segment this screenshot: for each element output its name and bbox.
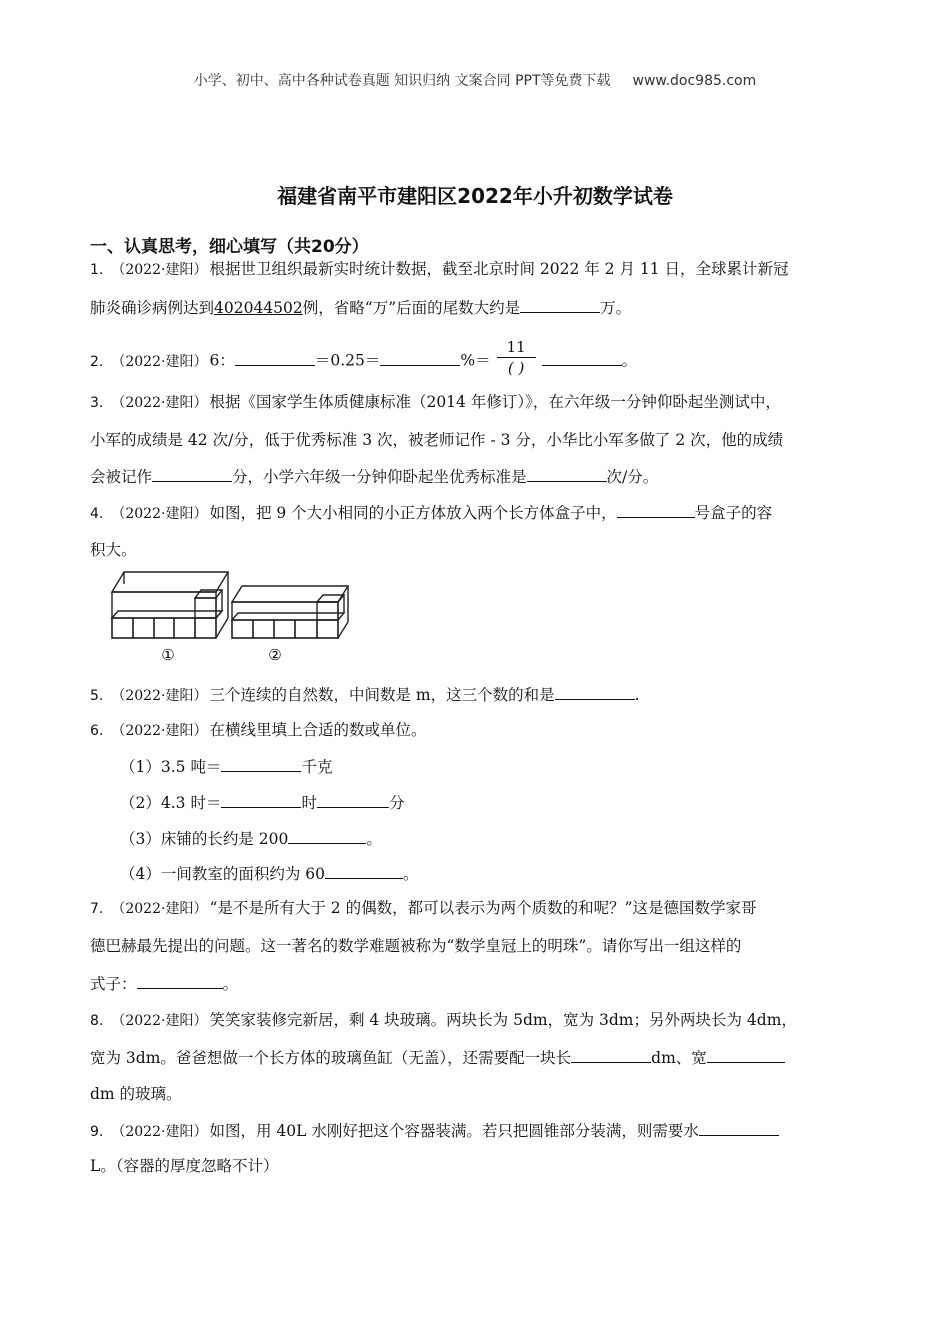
question-text: 分，小学六年级一分钟仰卧起坐优秀标准是 [232,468,527,486]
answer-blank[interactable] [707,1046,785,1063]
answer-blank[interactable] [520,296,600,313]
question-text: （4）一间教室的面积约为 60 [120,865,326,883]
answer-blank[interactable] [699,1119,779,1136]
section-heading: 一、认真思考，细心填写（共20分） [90,237,369,257]
question-6-part2 [120,791,404,814]
question-7-cont [90,935,741,957]
question-number: 3. [90,395,104,411]
box2-top [232,586,348,602]
question-text: L。（容器的厚度忽略不计） [90,1157,279,1175]
answer-blank[interactable] [137,972,223,989]
box1-label: ① [161,646,175,664]
answer-blank[interactable] [221,791,301,808]
question-3-cont [90,429,783,451]
question-text: “是不是所有大于 2 的偶数，都可以表示为两个质数的和呢？”这是德国数学家哥 [209,899,757,917]
box2-label: ② [268,646,282,664]
question-text: 根据世卫组织最新实时统计数据，截至北京时间 2022 年 2 月 11 日，全球累计新冠 [209,260,789,278]
answer-blank[interactable] [380,349,460,366]
header-text: 小学、初中、高中各种试卷真题 知识归纳 文案合同 PPT等免费下载 [193,73,611,89]
box1-top [112,572,228,592]
question-text: 号盒子的容 [694,504,773,522]
question-text: 笑笑家装修完新居，剩 4 块玻璃。两块长为 5dm，宽为 3dm；另外两块长为 4dm， [209,1011,797,1029]
page-header [0,70,950,90]
answer-blank[interactable] [317,791,389,808]
question-8-cont [90,1046,785,1069]
question-source: （2022·建阳） [111,262,208,278]
answer-blank[interactable] [288,827,366,844]
page-title: 福建省南平市建阳区2022年小升初数学试卷 [277,184,673,208]
question-text: 分 [388,794,405,812]
question-text: 。 [403,865,419,883]
case-count: 402044502 [214,299,303,317]
answer-blank[interactable] [221,755,301,772]
question-2 [90,338,638,382]
boxes-figure [108,568,353,666]
question-8 [90,1009,797,1032]
fraction-numerator: 11 [497,337,536,358]
question-source: （2022·建阳） [111,506,208,522]
question-7 [90,897,757,920]
answer-blank[interactable] [527,465,607,482]
question-text: ＝0.25＝ [314,351,381,370]
answer-blank[interactable] [555,683,635,700]
question-text: 。 [366,830,382,848]
question-text: 小军的成绩是 42 次/分，低于优秀标准 3 次，被老师记作 - 3 分，小华比小军多做了 2 次，他的成绩 [90,431,784,449]
question-text: 根据《国家学生体质健康标准（2014 年修订）》，在六年级一分钟仰卧起坐测试中， [209,393,781,411]
question-source: （2022·建阳） [111,395,208,411]
question-text: 。 [621,351,638,370]
answer-blank[interactable] [235,349,315,366]
fraction [497,337,536,378]
question-text: 。 [222,975,239,993]
box1-front [112,592,216,638]
question-4 [90,501,772,525]
question-text: 6： [209,351,235,370]
header-url[interactable]: www.doc985.com [632,73,757,89]
question-text: 会被记作 [90,468,153,486]
question-source: （2022·建阳） [111,1013,208,1029]
question-text: dm、宽 [651,1049,707,1067]
question-6-part1 [120,755,332,778]
question-text: 千克 [301,758,333,776]
question-text: 例，省略“万”后面的尾数大约是 [302,299,521,317]
question-source: （2022·建阳） [111,688,208,704]
question-3 [90,391,781,414]
answer-blank[interactable] [542,349,622,366]
question-text: 德巴赫最先提出的问题。这一著名的数学难题被称为“数学皇冠上的明珠”。请你写出一组这样的 [90,937,742,955]
question-text: . [634,686,640,704]
question-source: （2022·建阳） [111,1124,208,1140]
question-number: 5. [90,688,104,704]
question-text: 时 [301,794,317,812]
question-text: 如图，把 9 个大小相同的小正方体放入两个长方体盒子中， [209,504,617,522]
question-text: 次/分。 [606,468,659,486]
question-5 [90,683,640,707]
question-source: （2022·建阳） [111,723,208,739]
question-number: 6. [90,723,104,739]
question-4-cont [90,539,137,561]
question-1 [90,258,789,281]
question-text: 式子： [90,975,137,993]
answer-blank[interactable] [571,1046,651,1063]
question-text: 在横线里填上合适的数或单位。 [209,721,427,739]
question-text: 积大。 [90,541,137,559]
question-text: 如图，用 40L 水刚好把这个容器装满。若只把圆锥部分装满，则需要水 [209,1122,699,1140]
question-3-cont2 [90,465,658,488]
question-number: 1. [90,262,104,278]
question-text: %＝ [460,351,491,370]
answer-blank[interactable] [325,862,403,879]
question-6-part3 [120,827,382,850]
question-text: （1）3.5 吨＝ [120,758,222,776]
question-number: 4. [90,506,104,522]
question-text: （3）床铺的长约是 200 [120,830,289,848]
fraction-denominator[interactable]: ( ) [507,359,525,377]
question-7-cont2 [90,972,238,995]
question-9-cont [90,1155,279,1177]
question-number: 7. [90,901,104,917]
question-6-part4 [120,862,419,885]
question-number: 9. [90,1124,104,1140]
question-6 [90,719,426,742]
question-1-cont [90,296,631,319]
question-source: （2022·建阳） [111,901,208,917]
question-source: （2022·建阳） [111,353,208,370]
question-text: dm 的玻璃。 [90,1085,182,1103]
question-8-cont2 [90,1083,182,1105]
question-9 [90,1119,779,1143]
question-text: 肺炎确诊病例达到 [90,299,215,317]
question-text: 宽为 3dm。爸爸想做一个长方体的玻璃鱼缸（无盖），还需要配一块长 [90,1049,572,1067]
question-number: 8. [90,1013,104,1029]
question-text: 万。 [600,299,632,317]
answer-blank[interactable] [617,501,695,518]
question-number: 2. [90,353,104,370]
answer-blank[interactable] [152,465,232,482]
question-text: （2）4.3 时＝ [120,794,222,812]
question-text: 三个连续的自然数，中间数是 m，这三个数的和是 [209,686,555,704]
